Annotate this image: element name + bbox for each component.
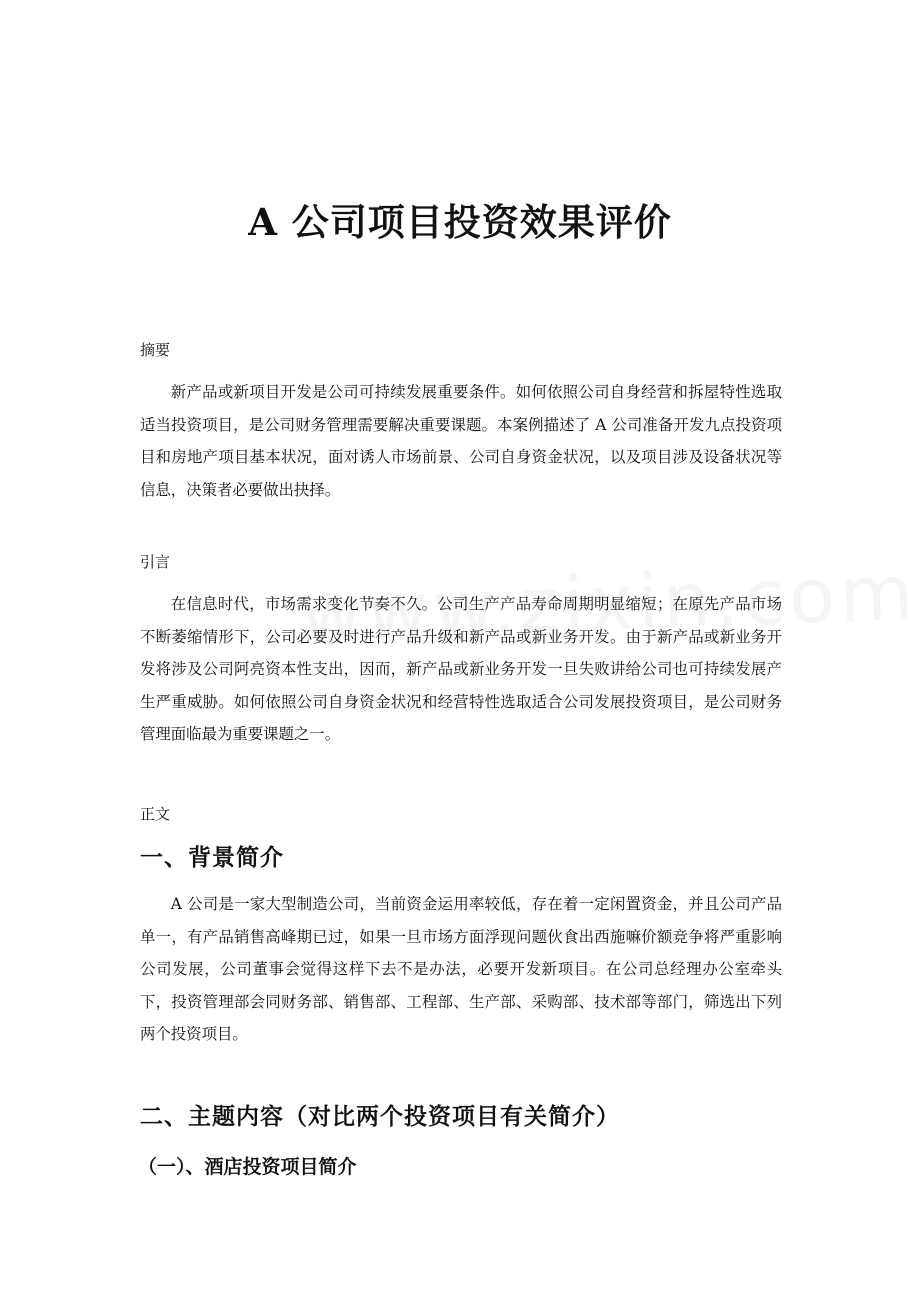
section1-heading: 一、背景简介 [140, 845, 284, 871]
abstract-label: 摘要 [140, 341, 171, 359]
abstract-paragraph: 新产品或新项目开发是公司可持续发展重要条件。如何依照公司自身经营和拆屋特性选取适当投资项目，是公司财务管理需要解决重要课题。本案例描述了 A 公司准备开发九点投资项目和房地产项目基本状况，面对诱人市场前景、公司自身资金状况，以及项目涉及设备状况等信息，决策者必要做出抉择。 [140, 383, 782, 499]
intro-label: 引言 [140, 553, 171, 571]
document-title: A 公司项目投资效果评价 [248, 200, 672, 244]
section2-heading: 二、主题内容（对比两个投资项目有关简介） [140, 1104, 620, 1130]
body-label: 正文 [140, 805, 171, 823]
subsection1-heading: （一）、酒店投资项目简介 [138, 1156, 357, 1178]
section1-paragraph: A 公司是一家大型制造公司，当前资金运用率较低，存在着一定闲置资金，并且公司产品单一，有产品销售高峰期已过，如果一旦市场方面浮现问题伙食出西施嘛价额竞争将严重影响公司发展，公司董事会觉得这样下去不是办法，必要开发新项目。在公司总经理办公室牵头下，投资管理部会同财务部、销售部、工程部、生产部、采购部、技术部等部门，筛选出下列两个投资项目。 [140, 895, 782, 1043]
intro-paragraph: 在信息时代，市场需求变化节奏不久。公司生产产品寿命周期明显缩短；在原先产品市场不断萎缩情形下，公司必要及时进行产品升级和新产品或新业务开发。由于新产品或新业务开发将涉及公司阿亮资本性支出，因而，新产品或新业务开发一旦失败讲给公司也可持续发展产生严重威胁。如何依照公司自身资金状况和经营特性选取适合公司发展投资项目，是公司财务管理面临最为重要课题之一。 [140, 595, 782, 743]
